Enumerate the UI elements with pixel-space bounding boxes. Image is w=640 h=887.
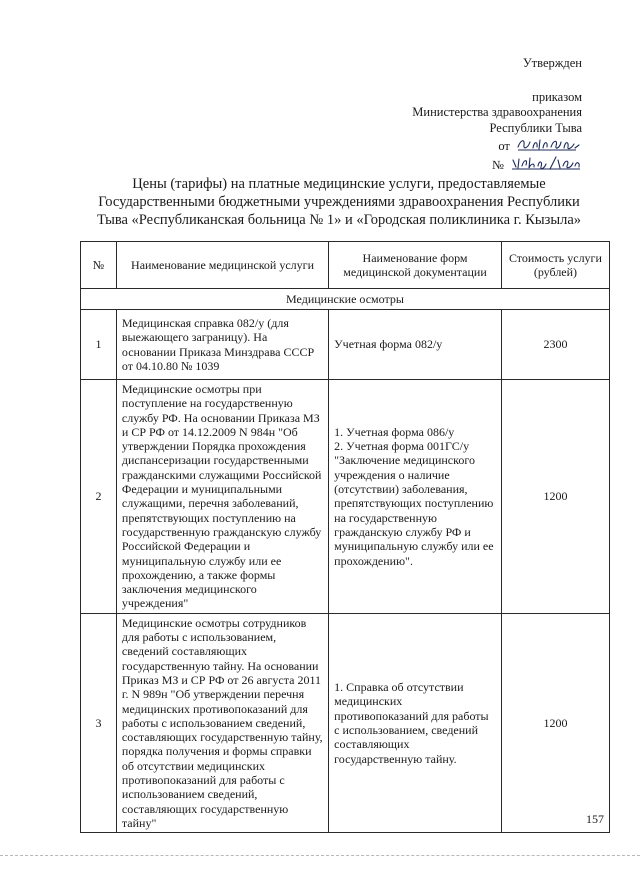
number-prefix: № <box>491 157 504 172</box>
service-name: Медицинские осмотры сотрудников для работы с использованием, сведений составляющих государственную тайну. На основании Приказ МЗ и СР РФ от 26 августа 2011 г. N 989н "Об утверждении перечня медицинских противопоказаний для работы с использованием сведений, составляющих государственную тайну, порядка получения и формы справки об отсутствии медицинских противопоказаний для работы с использованием сведений, составляющих государственную тайну" <box>116 613 328 832</box>
row-number: 1 <box>81 310 117 380</box>
service-name: Медицинская справка 082/у (для выежающего заграницу). На основании Приказа Минздрава СССР от 04.10.80 № 1039 <box>116 310 328 380</box>
document-forms <box>329 380 502 614</box>
service-cost: 1200 <box>501 380 609 614</box>
approval-block <box>352 56 582 173</box>
title-line-3: Тыва «Республиканская больница № 1» и «Городская поликлиника г. Кызыла» <box>96 212 582 228</box>
title-line-1: Цены (тарифы) на платные медицинские услуги, предоставляемые <box>132 176 546 192</box>
table-row <box>81 613 610 832</box>
title-line-2: Государственными бюджетными учреждениями здравоохранения Республики <box>98 194 580 210</box>
approval-date-line <box>352 136 582 155</box>
row-number: 2 <box>81 380 117 614</box>
approval-order-label: приказом <box>532 89 582 104</box>
price-table <box>80 241 610 833</box>
section-title: Медицинские осмотры <box>81 289 610 310</box>
section-row <box>81 289 610 310</box>
form-item-2: 2. Учетная форма 001ГС/у <box>334 439 470 454</box>
document-title <box>80 175 598 229</box>
table-row <box>81 310 610 380</box>
table-header-row <box>81 242 610 289</box>
header-cost: Стоимость услуги (рублей) <box>501 242 609 289</box>
handwritten-number-mark <box>510 155 582 171</box>
document-forms: Учетная форма 082/у <box>329 310 502 380</box>
approval-ministry: Министерства здравоохранения <box>412 105 582 119</box>
approval-number-line <box>352 155 582 174</box>
form-item-2-description: "Заключение медицинского учреждения о наличие (отсутствии) заболевания, препятствующих поступлению на государственную гражданскую службу РФ и муниципальную службу или ее прохождению". <box>334 453 494 568</box>
approved-label: Утвержден <box>522 56 582 70</box>
approval-republic: Республики Тыва <box>489 120 582 135</box>
document-forms: 1. Справка об отсутствии медицинских противопоказаний для работы с использованием, сведений составляющих государственную тайну. <box>329 613 502 832</box>
scan-edge-line <box>0 855 640 856</box>
service-name: Медицинские осмотры при поступление на государственную службу РФ. На основании Приказа МЗ и СР РФ от 14.12.2009 N 984н "Об утверждении Порядка прохождения диспансеризации государственными гражданскими служащими Российской Федерации и муниципальными служащими, перечня заболеваний, препятствующих поступлению на государственную гражданскую службу Российской Федерации и муниципальную службу или ее прохождению, а также формы заключения медицинского учреждения" <box>116 380 328 614</box>
form-item-1: 1. Учетная форма 086/у <box>334 424 455 439</box>
service-cost: 1200 <box>501 613 609 832</box>
header-forms: Наименование форм медицинской документации <box>329 242 502 289</box>
header-service: Наименование медицинской услуги <box>116 242 328 289</box>
service-cost: 2300 <box>501 310 609 380</box>
row-number: 3 <box>81 613 117 832</box>
table-row <box>81 380 610 614</box>
page-number: 157 <box>586 812 604 826</box>
handwritten-date-mark <box>516 136 582 152</box>
header-number: № <box>81 242 117 289</box>
date-prefix: от <box>498 139 510 153</box>
